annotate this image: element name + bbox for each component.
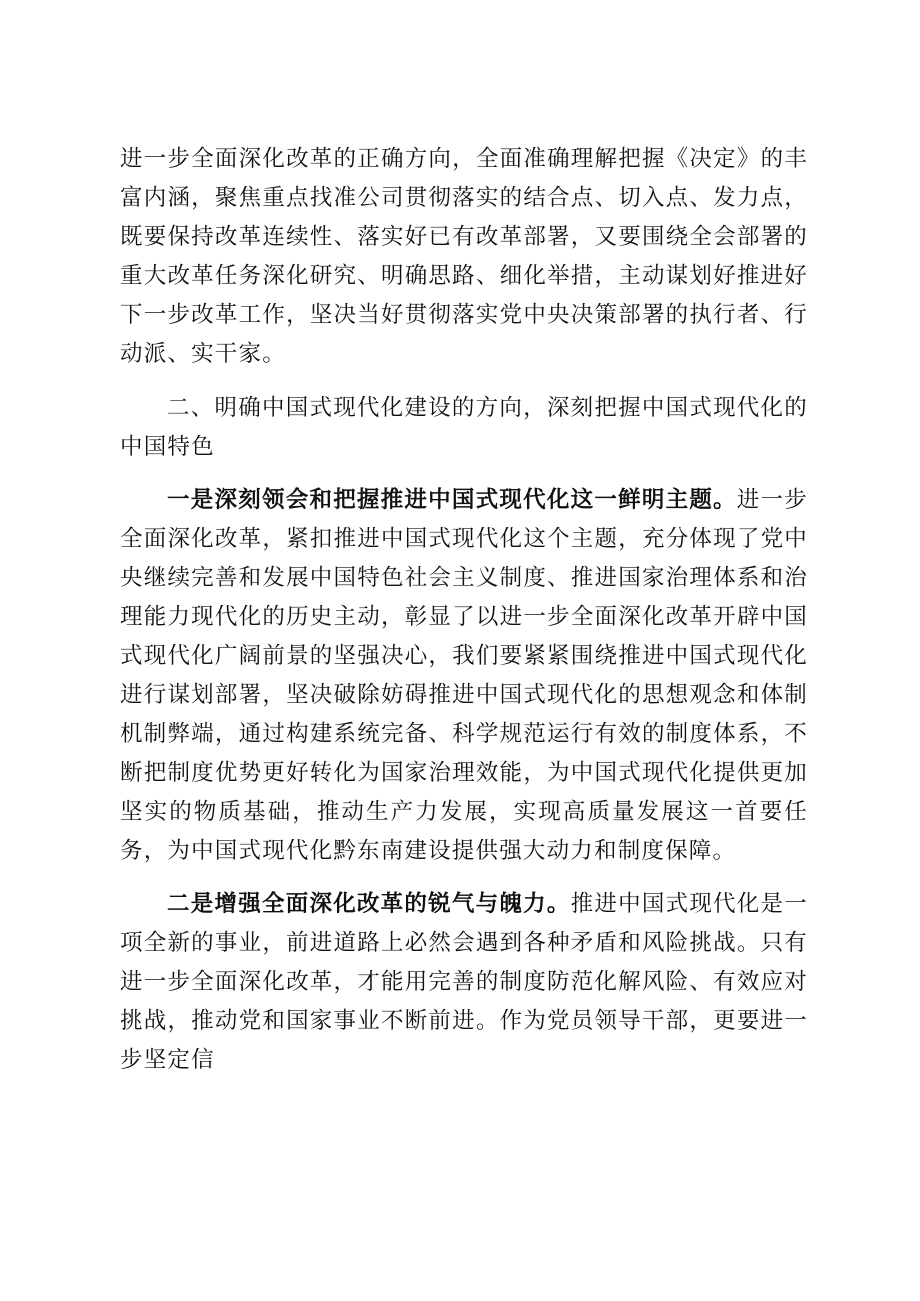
- heading-text: 二、明确中国式现代化建设的方向，深刻把握中国式现代化的中国特色: [120, 395, 808, 460]
- paragraph-lead: 一是深刻领会和把握推进中国式现代化这一鲜明主题。: [167, 487, 737, 513]
- paragraph-text: 进一步全面深化改革，紧扣推进中国式现代化这个主题，充分体现了党中央继续完善和发展中国特色社会主义制度、推进国家治理体系和治理能力现代化的历史主动，彰显了以进一步全面深化改革开辟中国式现代化广阔前景的坚强决心，我们要紧紧围绕推进中国式现代化进行谋划部署，坚决破除妨碍推进中国式现代化的思想观念和体制机制弊端，通过构建系统完备、科学规范运行有效的制度体系，不断把制度优势更好转化为国家治理效能，为中国式现代化提供更加坚实的物质基础，推动生产力发展，实现高质量发展这一首要任务，为中国式现代化黔东南建设提供强大动力和制度保障。: [120, 487, 808, 864]
- document-body: [120, 140, 808, 1080]
- paragraph-point-one: [120, 481, 808, 871]
- paragraph-text: 进一步全面深化改革的正确方向，全面准确理解把握《决定》的丰富内涵，聚焦重点找准公司贯彻落实的结合点、切入点、发力点，既要保持改革连续性、落实好已有改革部署，又要围绕全会部署的重大改革任务深化研究、明确思路、细化举措，主动谋划好推进好下一步改革工作，坚决当好贯彻落实党中央决策部署的执行者、行动派、实干家。: [120, 146, 808, 367]
- paragraph-lead: 二是增强全面深化改革的锐气与魄力。: [167, 891, 571, 917]
- paragraph-point-two: [120, 885, 808, 1080]
- paragraph-continuation: [120, 140, 808, 374]
- section-heading: [120, 389, 808, 467]
- paragraph-text: 推进中国式现代化是一项全新的事业，前进道路上必然会遇到各种矛盾和风险挑战。只有进一步全面深化改革，才能用完善的制度防范化解风险、有效应对挑战，推动党和国家事业不断前进。作为党员领导干部，更要进一步坚定信: [120, 891, 808, 1073]
